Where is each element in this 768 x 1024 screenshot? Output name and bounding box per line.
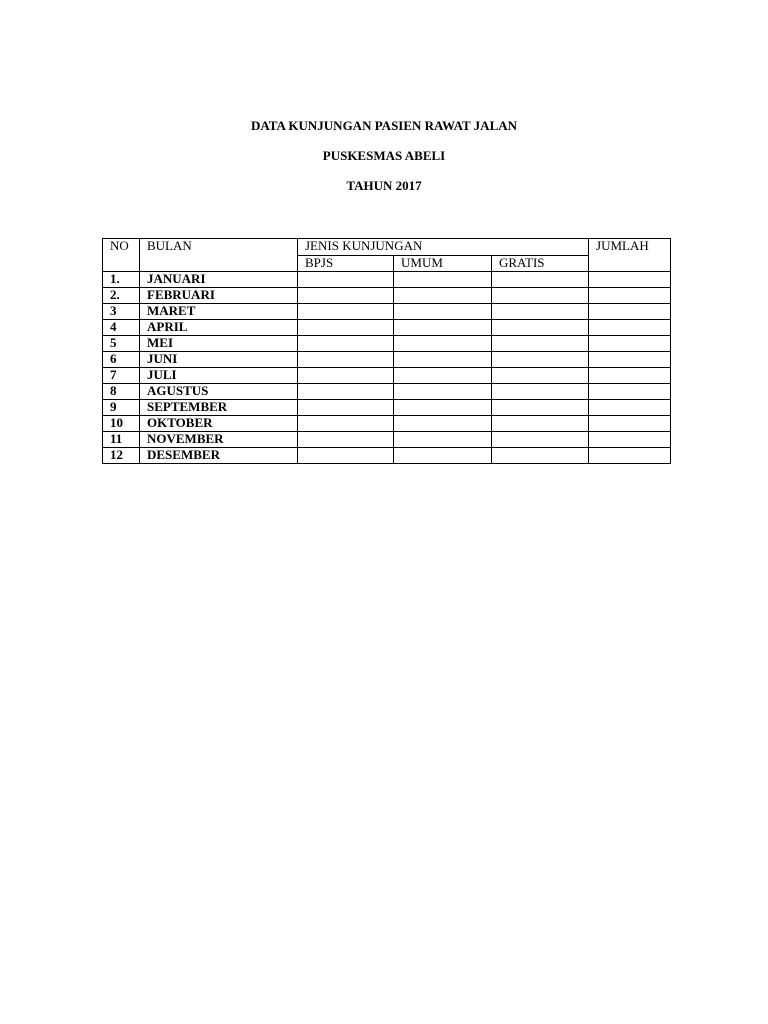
table-row	[103, 288, 671, 304]
row-jumlah-cell	[589, 336, 671, 352]
row-no-cell: 12	[103, 448, 140, 464]
row-umum-cell	[394, 448, 492, 464]
table-row	[103, 352, 671, 368]
row-umum-cell	[394, 272, 492, 288]
row-gratis-cell	[492, 448, 589, 464]
row-gratis-cell	[492, 320, 589, 336]
row-no-cell: 9	[103, 400, 140, 416]
row-gratis-cell	[492, 352, 589, 368]
row-bpjs-cell	[298, 416, 394, 432]
row-bpjs-cell	[298, 320, 394, 336]
row-month-cell: FEBRUARI	[140, 288, 298, 304]
row-no-cell: 3	[103, 304, 140, 320]
row-jumlah-cell	[589, 432, 671, 448]
row-bpjs-cell	[298, 432, 394, 448]
row-month-cell: AGUSTUS	[140, 384, 298, 400]
row-jumlah-cell	[589, 272, 671, 288]
row-umum-cell	[394, 432, 492, 448]
row-umum-cell	[394, 368, 492, 384]
row-umum-cell	[394, 304, 492, 320]
table-header-row	[103, 239, 671, 256]
row-gratis-cell	[492, 384, 589, 400]
visits-table	[102, 238, 671, 464]
row-no-cell: 10	[103, 416, 140, 432]
row-no-cell: 4	[103, 320, 140, 336]
row-month-cell: OKTOBER	[140, 416, 298, 432]
row-month-cell: JUNI	[140, 352, 298, 368]
row-bpjs-cell	[298, 272, 394, 288]
row-gratis-cell	[492, 368, 589, 384]
row-month-cell: JULI	[140, 368, 298, 384]
row-jumlah-cell	[589, 320, 671, 336]
header-no: NO	[103, 239, 140, 272]
row-gratis-cell	[492, 272, 589, 288]
table-row	[103, 272, 671, 288]
table-row	[103, 400, 671, 416]
document-subtitle-facility: PUSKESMAS ABELI	[322, 148, 446, 163]
document-title: DATA KUNJUNGAN PASIEN RAWAT JALAN	[250, 118, 518, 133]
row-gratis-cell	[492, 432, 589, 448]
row-no-cell: 11	[103, 432, 140, 448]
row-umum-cell	[394, 384, 492, 400]
row-month-cell: JANUARI	[140, 272, 298, 288]
row-jumlah-cell	[589, 352, 671, 368]
row-gratis-cell	[492, 336, 589, 352]
row-bpjs-cell	[298, 400, 394, 416]
row-jumlah-cell	[589, 416, 671, 432]
row-jumlah-cell	[589, 368, 671, 384]
row-no-cell: 1.	[103, 272, 140, 288]
row-gratis-cell	[492, 288, 589, 304]
row-month-cell: MARET	[140, 304, 298, 320]
document-subtitle-year: TAHUN 2017	[346, 178, 422, 193]
row-jumlah-cell	[589, 384, 671, 400]
row-no-cell: 5	[103, 336, 140, 352]
row-jumlah-cell	[589, 448, 671, 464]
table-row	[103, 320, 671, 336]
header-jumlah: JUMLAH	[589, 239, 671, 272]
row-umum-cell	[394, 288, 492, 304]
header-jenis-kunjungan: JENIS KUNJUNGAN	[298, 239, 589, 256]
row-bpjs-cell	[298, 368, 394, 384]
row-bpjs-cell	[298, 352, 394, 368]
table-row	[103, 432, 671, 448]
row-bpjs-cell	[298, 288, 394, 304]
table-row	[103, 416, 671, 432]
subheader-umum: UMUM	[394, 256, 492, 272]
row-no-cell: 6	[103, 352, 140, 368]
row-month-cell: MEI	[140, 336, 298, 352]
row-gratis-cell	[492, 400, 589, 416]
table-row	[103, 384, 671, 400]
row-umum-cell	[394, 336, 492, 352]
row-month-cell: SEPTEMBER	[140, 400, 298, 416]
subheader-gratis: GRATIS	[492, 256, 589, 272]
row-no-cell: 2.	[103, 288, 140, 304]
subheader-bpjs: BPJS	[298, 256, 394, 272]
row-bpjs-cell	[298, 304, 394, 320]
row-jumlah-cell	[589, 304, 671, 320]
row-jumlah-cell	[589, 400, 671, 416]
table-row	[103, 368, 671, 384]
table-row	[103, 304, 671, 320]
row-umum-cell	[394, 400, 492, 416]
row-umum-cell	[394, 320, 492, 336]
row-bpjs-cell	[298, 448, 394, 464]
row-umum-cell	[394, 352, 492, 368]
row-no-cell: 8	[103, 384, 140, 400]
header-bulan: BULAN	[140, 239, 298, 272]
row-jumlah-cell	[589, 288, 671, 304]
row-umum-cell	[394, 416, 492, 432]
row-month-cell: APRIL	[140, 320, 298, 336]
row-bpjs-cell	[298, 384, 394, 400]
row-no-cell: 7	[103, 368, 140, 384]
row-gratis-cell	[492, 416, 589, 432]
table-row	[103, 448, 671, 464]
table-row	[103, 336, 671, 352]
row-gratis-cell	[492, 304, 589, 320]
row-month-cell: DESEMBER	[140, 448, 298, 464]
row-month-cell: NOVEMBER	[140, 432, 298, 448]
row-bpjs-cell	[298, 336, 394, 352]
